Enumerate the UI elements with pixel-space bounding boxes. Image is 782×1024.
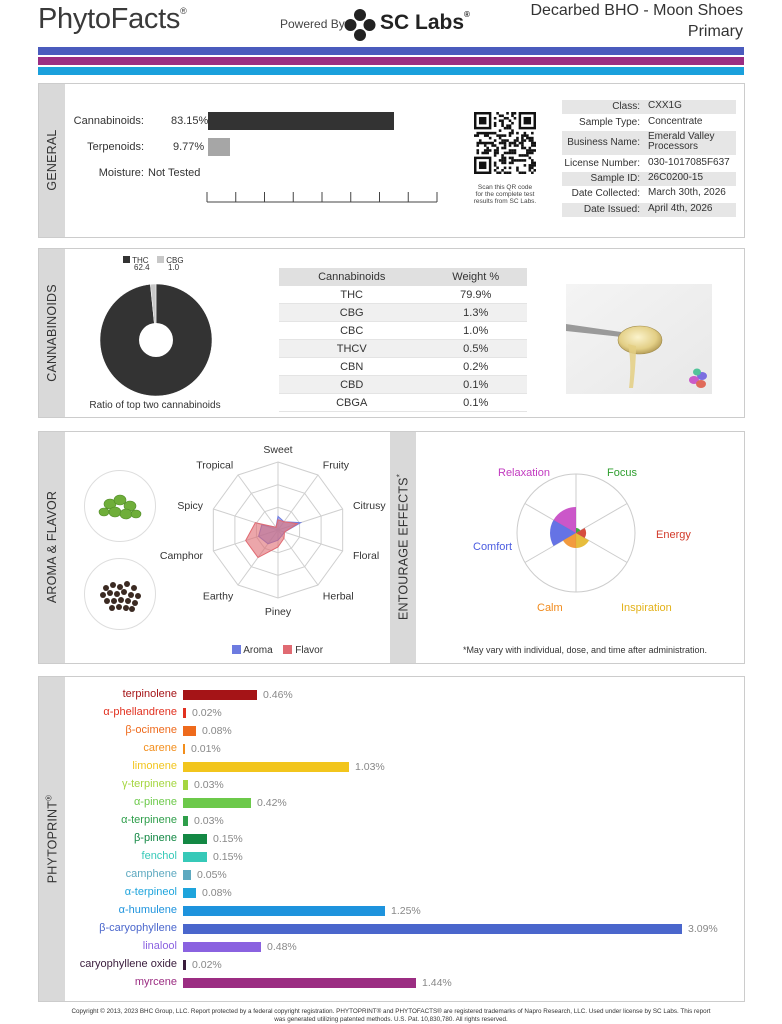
phytoprint-panel [38,676,745,1002]
aroma-sidebar [39,432,65,663]
info-value: 26C0200-15 [648,172,704,183]
effect-label-inspiration: Inspiration [621,602,672,614]
table-cell-name: CBN [279,358,424,376]
radar-axis-label: Floral [352,550,380,563]
terpene-value-label: 0.03% [194,779,224,791]
terpene-value-label: 0.02% [192,707,222,719]
info-row-date-collected [562,187,736,201]
table-cell-weight: 0.5% [424,340,527,358]
terpene-name-label: β-ocimene [125,724,177,736]
entourage-effects-wheel-chart [516,473,636,593]
phytoprint-section-label [44,795,59,883]
terpene-name-label: α-humulene [118,904,177,916]
copyright-line: was generated utilizing patented methods. U.S. Pat. 10,830,780. All rights reserved. [274,1016,508,1023]
terpene-name-label: γ-terpinene [121,778,177,790]
concentrate-product-image [566,284,712,394]
aroma-section-label: AROMA & FLAVOR [45,490,59,604]
qr-code-icon[interactable] [474,112,536,174]
cannabinoids-total-value: 83.15% [171,115,209,127]
sc-labs-logo-icon [344,9,376,41]
terpene-value-label: 1.44% [422,977,452,989]
legend-flavor-label: Flavor [295,645,324,656]
effect-label-energy: Energy [656,529,691,541]
radar-axis-label: Citrusy [352,499,386,512]
legend-aroma-label: Aroma [243,645,273,656]
brand-logo [38,3,186,36]
terpene-value-label: 0.15% [213,833,243,845]
terpene-name-label: β-caryophyllene [99,922,177,934]
info-value: Concentrate [648,116,703,127]
terpenoids-total-label: Terpenoids: [87,141,144,153]
info-row-license-number [562,157,736,171]
moisture-label: Moisture: [98,167,144,179]
info-value: CXX1G [648,100,682,111]
info-key: Business Name: [567,137,640,148]
terpene-name-label: limonene [132,760,177,772]
brand-name: PhytoFacts [38,3,181,35]
lab-name: SC Labs [380,11,465,34]
table-row [279,322,527,340]
table-cell-weight: 0.2% [424,358,527,376]
header-stripe-blue [38,47,744,55]
qr-caption-line: for the complete test [475,191,535,198]
radar-axis-label: Spicy [177,499,204,512]
info-value: April 4th, 2026 [648,203,713,214]
effect-label-comfort: Comfort [473,541,513,553]
terpene-name-label: α-pinene [133,796,177,808]
radar-axis-label: Sweet [263,444,293,456]
table-cell-name: THCV [279,340,424,358]
info-row-business-name [562,131,736,155]
table-cell-name: CBGA [279,394,424,412]
product-name: Decarbed BHO - Moon Shoes [530,2,743,19]
table-cell-name: CBC [279,322,424,340]
info-key: Date Collected: [571,188,640,199]
table-cell-weight: 1.3% [424,304,527,322]
powered-by-text: Powered By [280,17,345,31]
info-key: License Number: [564,158,640,169]
cannabinoid-table [279,268,527,412]
terpene-name-label: fenchol [141,850,177,862]
info-key: Class: [612,101,640,112]
info-row-date-issued [562,203,736,217]
table-row [279,304,527,322]
terpene-name-label: camphene [125,868,177,880]
pie-center-hole [139,323,173,357]
terpene-value-label: 0.46% [263,689,293,701]
info-key: Date Issued: [583,204,640,215]
phytoprint-section-mark: ® [44,794,54,801]
terpene-value-label: 0.08% [202,725,232,737]
terpene-value-label: 3.09% [688,923,718,935]
terpene-value-label: 1.03% [355,761,385,773]
terpene-value-label: 0.48% [267,941,297,953]
terpene-name-label: α-phellandrene [103,706,177,718]
entourage-sidebar [390,432,416,663]
table-cell-weight: 0.1% [424,394,527,412]
cannabinoids-section-label: CANNABINOIDS [45,284,59,382]
qr-caption-line: results from SC Labs. [473,198,537,205]
qr-caption [460,184,550,205]
general-sidebar [39,84,65,237]
pie-legend-name: CBG [166,256,184,265]
pie-legend-swatch [157,256,164,263]
lab-mark: ® [464,10,470,19]
terpene-value-label: 0.03% [194,815,224,827]
product-title [530,0,743,42]
terpene-name-label: β-pinene [133,832,177,844]
table-row [279,394,527,412]
qr-caption-line: Scan this QR code [477,184,533,191]
header-stripe-cyan [38,67,744,75]
entourage-section-mark: * [395,473,405,478]
terpene-name-label: α-terpineol [124,886,177,898]
peppercorns-image [84,558,156,630]
pie-legend-name: THC [132,256,149,265]
radar-axis-label: Camphor [159,550,204,563]
terpene-name-label: linalool [142,940,177,952]
radar-series-flavor [246,520,298,558]
terpene-value-label: 0.08% [202,887,232,899]
info-value: Emerald Valley Processors [648,131,715,152]
info-value: March 30th, 2026 [648,187,726,198]
radar-axis-label: Herbal [322,590,354,603]
table-row [279,376,527,394]
aroma-flavor-radar-chart [150,444,390,640]
radar-spoke [238,475,278,530]
terpene-value-label: 0.02% [192,959,222,971]
terpenoids-total-bar [208,138,230,156]
info-key: Sample ID: [590,173,640,184]
cannabinoids-total-label: Cannabinoids: [73,115,144,127]
pie-legend-cbg-value: 1.0 [168,263,180,272]
table-cell-name: CBD [279,376,424,394]
terpenoids-total-value: 9.77% [173,141,205,153]
info-row-sample-type [562,116,736,130]
info-row-sample-id [562,172,736,186]
terpene-value-label: 0.42% [257,797,287,809]
terpene-value-label: 0.05% [197,869,227,881]
product-grade: Primary [687,23,743,40]
moisture-value: Not Tested [148,167,201,179]
radar-axis-label: Piney [264,606,292,618]
cannabinoids-sidebar [39,249,65,417]
phytoprint-sidebar [39,677,65,1001]
radar-spoke [278,530,343,551]
pie-legend-thc-value: 62.4 [134,263,150,272]
entourage-footnote: *May vary with individual, dose, and time after administration. [462,645,708,655]
info-value: 030-1017085F637 [648,157,730,168]
legend-swatch-flavor [283,645,292,654]
table-cell-weight: 1.0% [424,322,527,340]
terpene-name-label: α-terpinene [121,814,177,826]
table-cell-name: THC [279,286,424,304]
table-header: Cannabinoids [279,268,424,286]
terpene-value-label: 0.15% [213,851,243,863]
lab-logo-text [380,10,470,35]
copyright-line: Copyright © 2013, 2023 BHC Group, LLC. Report protected by a federal copyright registration. PHYTOPRINT® and PHYTOFACTS® are registered trademarks of Napro Research, LLC. Used under license by SC Labs. This report [71,1008,711,1015]
general-scale-axis [206,190,438,204]
radar-legend [232,645,323,656]
radar-axis-label: Tropical [196,459,234,472]
effect-label-calm: Calm [537,602,563,614]
pie-legend-swatch [123,256,130,263]
terpene-name-label: terpinolene [122,688,177,700]
cannabinoids-total-bar [208,112,394,130]
table-cell-weight: 79.9% [424,286,527,304]
hops-image [84,470,156,542]
radar-axis-label: Fruity [322,459,350,472]
table-row [279,358,527,376]
cannabinoid-ratio-pie-chart [98,282,214,398]
header-stripe-purple [38,57,744,65]
effect-label-relaxation: Relaxation [498,467,550,479]
terpene-name-label: caryophyllene oxide [79,958,177,970]
table-cell-name: CBG [279,304,424,322]
radar-axis-label: Earthy [202,590,234,603]
terpene-name-label: myrcene [134,976,177,988]
table-header-row [279,268,527,286]
table-cell-weight: 0.1% [424,376,527,394]
phytoprint-section-title: PHYTOPRINT [45,800,60,884]
pie-caption: Ratio of top two cannabinoids [89,400,221,411]
table-row [279,286,527,304]
legend-swatch-aroma [232,645,241,654]
terpene-value-label: 1.25% [391,905,421,917]
terpene-value-label: 0.01% [191,743,221,755]
table-row [279,340,527,358]
info-row-class [562,100,736,114]
info-key: Sample Type: [579,117,640,128]
brand-mark: ® [180,6,187,16]
general-section-label: GENERAL [45,129,59,191]
table-header: Weight % [424,268,527,286]
terpene-name-label: carene [143,742,177,754]
entourage-section-label [395,474,410,620]
entourage-section-title: ENTOURAGE EFFECTS [396,477,411,621]
effect-label-focus: Focus [607,467,637,479]
copyright-footer [20,1008,762,1024]
